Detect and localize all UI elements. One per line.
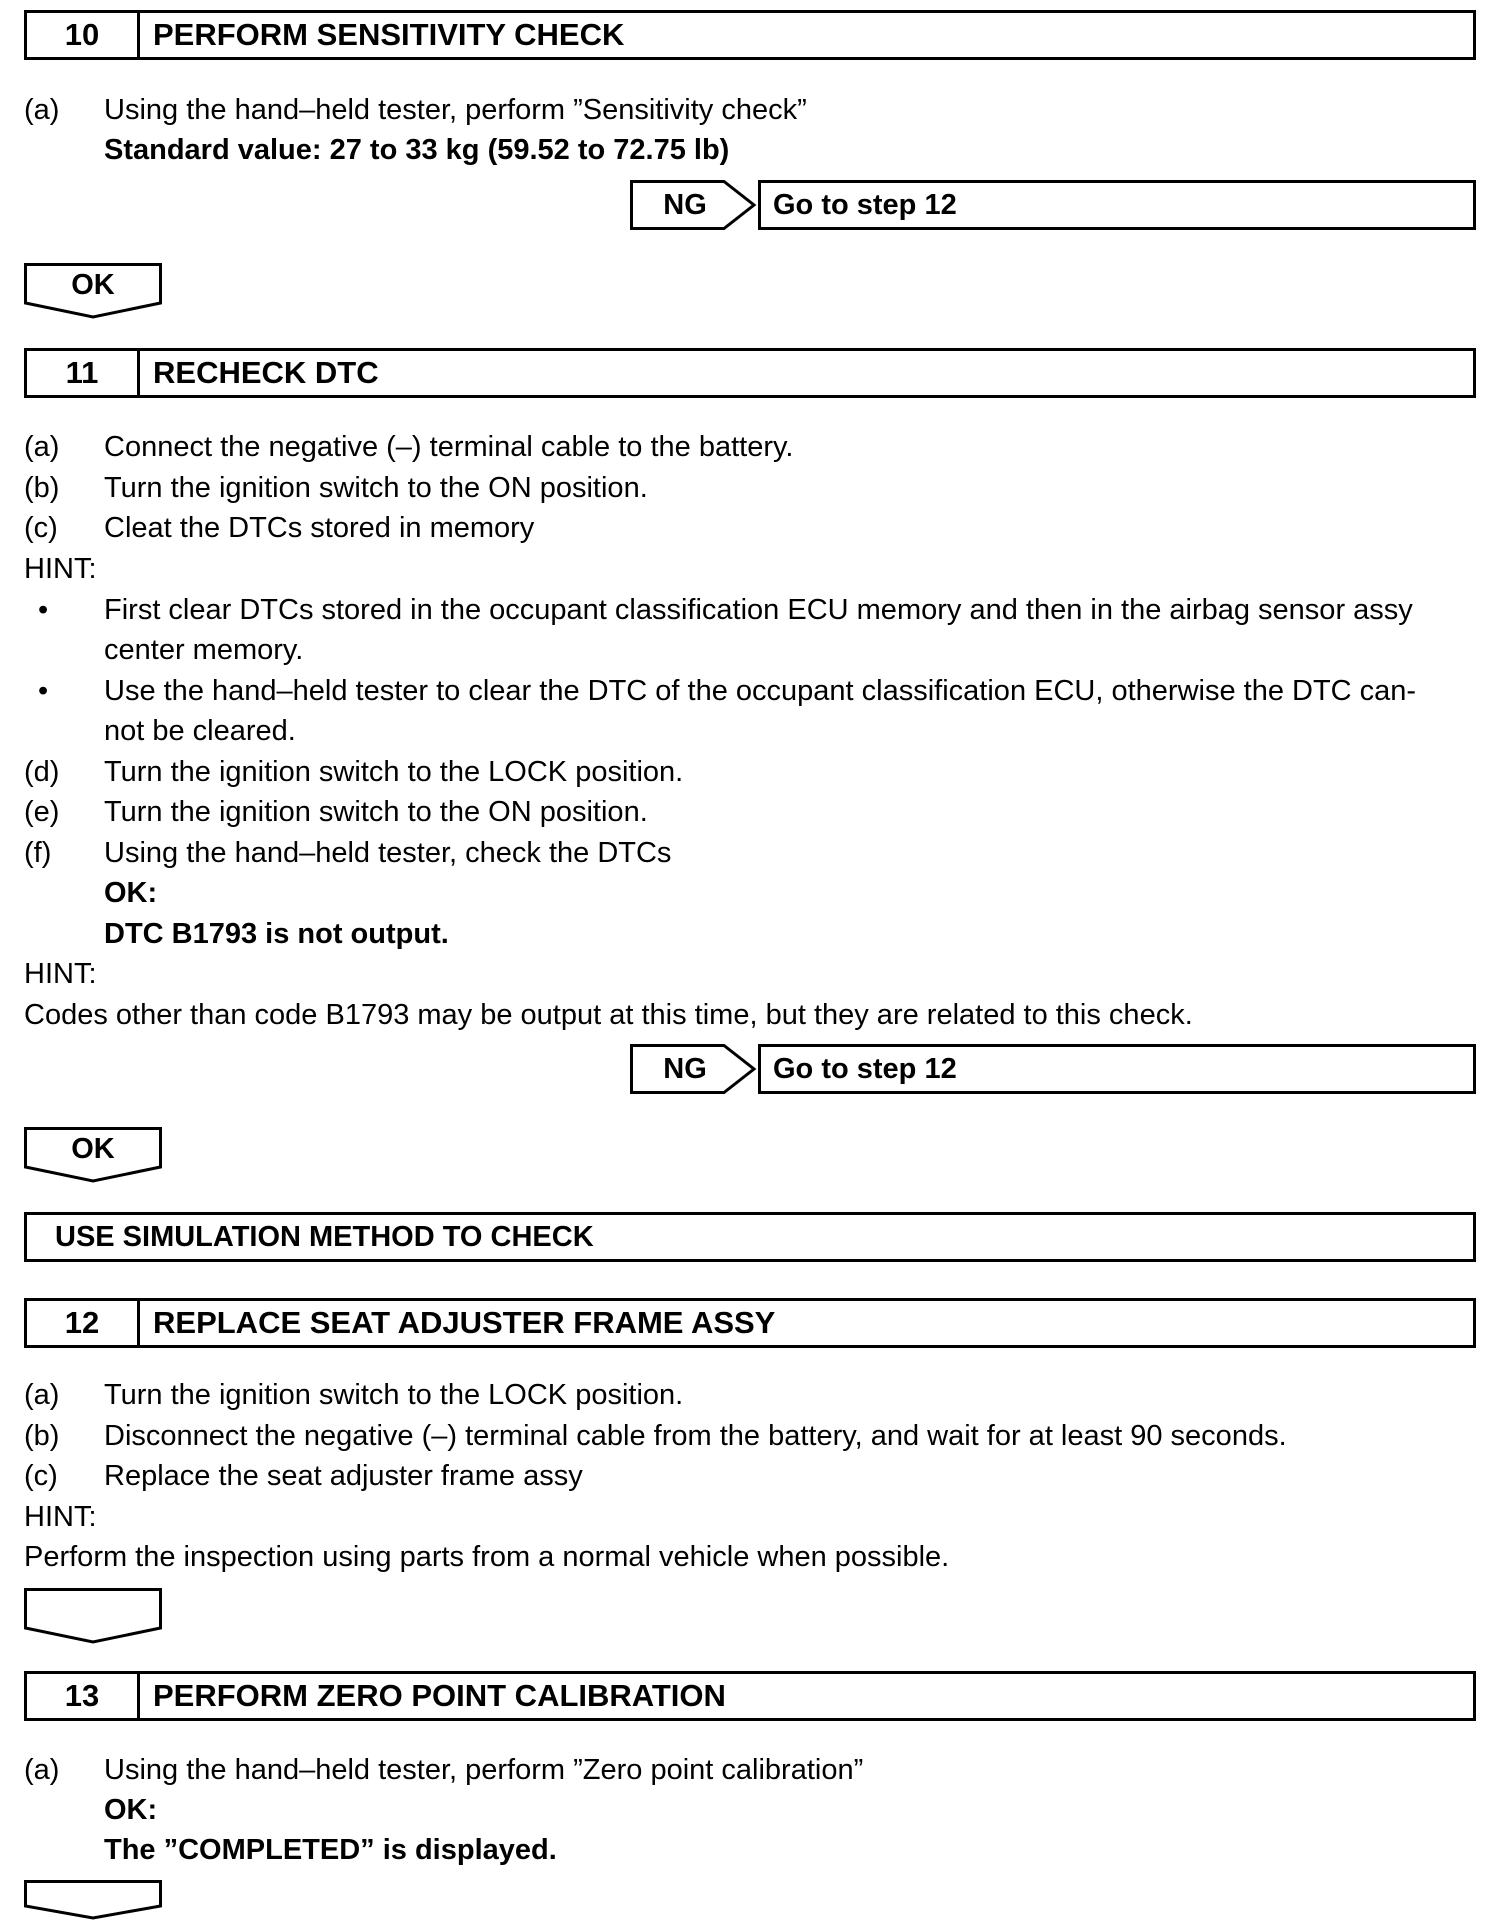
item-label: (b) [24,1420,60,1452]
item-label: (a) [24,431,60,463]
ok-label: OK [71,269,115,301]
continue-arrow [24,1588,162,1644]
ok-arrow [24,1127,162,1183]
step-number: 10 [27,13,140,57]
step-title: PERFORM SENSITIVITY CHECK [153,17,625,52]
simulation-title: USE SIMULATION METHOD TO CHECK [55,1221,594,1253]
goto-step-text: Go to step 12 [773,1053,957,1085]
ok-label: OK [71,1133,115,1165]
simulation-box [24,1212,1476,1262]
ok-result: The ”COMPLETED” is displayed. [104,1834,557,1866]
step-number: 12 [27,1301,140,1345]
item-text: Turn the ignition switch to the ON position. [104,472,648,504]
item-text: Turn the ignition switch to the LOCK position. [104,1379,684,1411]
step-title: REPLACE SEAT ADJUSTER FRAME ASSY [153,1305,776,1340]
continue-arrow [24,1880,162,1920]
item-label: (b) [24,472,60,504]
step-13-header [24,1671,1476,1721]
item-label: (d) [24,756,60,788]
step-title: PERFORM ZERO POINT CALIBRATION [153,1678,726,1713]
step-10-header [24,10,1476,60]
ok-arrow [24,263,162,319]
hint-label: HINT: [24,553,97,585]
item-text: Disconnect the negative (–) terminal cable from the battery, and wait for at least 90 seconds. [104,1420,1287,1452]
down-arrow-icon [24,1880,162,1920]
item-label: (f) [24,837,52,869]
goto-step-text: Go to step 12 [773,189,957,221]
goto-box [758,180,1476,230]
bullet-text: center memory. [104,634,304,666]
item-label: (a) [24,1379,60,1411]
ok-result: DTC B1793 is not output. [104,918,449,950]
step-11-header [24,348,1476,398]
bullet-text: Use the hand–held tester to clear the DTC of the occupant classification ECU, otherwise the DTC can- [104,675,1417,707]
step-number: 11 [27,351,140,395]
bullet-text: not be cleared. [104,715,296,747]
step-number: 13 [27,1674,140,1718]
item-text: Replace the seat adjuster frame assy [104,1460,583,1492]
hint-label: HINT: [24,958,97,990]
ok-heading: OK: [104,877,158,909]
item-text: Turn the ignition switch to the LOCK position. [104,756,684,788]
ng-label: NG [663,189,707,221]
bullet-text: First clear DTCs stored in the occupant classification ECU memory and then in the airbag sensor assy [104,594,1413,626]
ng-branch [630,1044,1476,1094]
item-label: (a) [24,94,60,126]
item-label: (a) [24,1754,60,1786]
down-arrow-icon [24,1588,162,1644]
item-label: (e) [24,796,60,828]
item-text: Turn the ignition switch to the ON position. [104,796,648,828]
bullet-icon: • [38,675,49,707]
bullet-icon: • [38,594,49,626]
hint-text: Codes other than code B1793 may be output at this time, but they are related to this check. [24,999,1193,1031]
hint-label: HINT: [24,1501,97,1533]
item-label: (c) [24,512,58,544]
ok-heading: OK: [104,1794,158,1826]
item-text: Using the hand–held tester, perform ”Zero point calibration” [104,1754,864,1786]
goto-box [758,1044,1476,1094]
standard-value: Standard value: 27 to 33 kg (59.52 to 72.75 lb) [104,134,730,166]
hint-text: Perform the inspection using parts from a normal vehicle when possible. [24,1541,950,1573]
ng-label: NG [663,1053,707,1085]
item-text: Cleat the DTCs stored in memory [104,512,535,544]
step-12-header [24,1298,1476,1348]
item-text: Using the hand–held tester, check the DTCs [104,837,672,869]
ng-branch [630,180,1476,230]
item-text: Using the hand–held tester, perform ”Sensitivity check” [104,94,807,126]
item-text: Connect the negative (–) terminal cable to the battery. [104,431,794,463]
step-title: RECHECK DTC [153,355,379,390]
item-label: (c) [24,1460,58,1492]
